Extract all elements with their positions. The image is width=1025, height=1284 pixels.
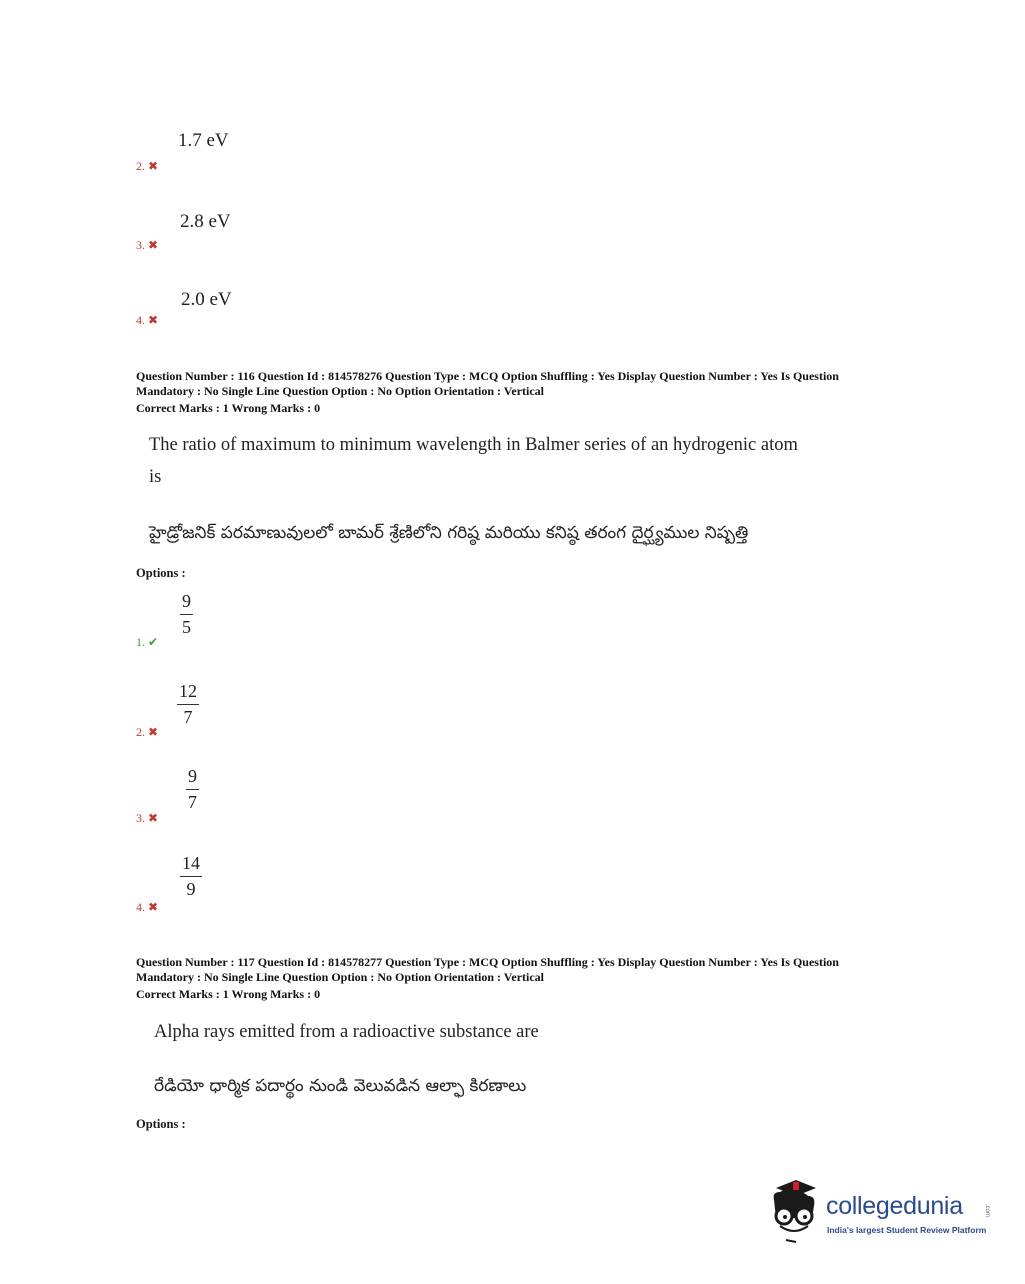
meta-line-1: Question Number : 117 Question Id : 814578277 Question Type : MCQ Option Shuffling : Yes Display Question Number : Yes Is Question xyxy=(136,955,839,969)
collegedunia-logo xyxy=(766,1178,992,1244)
option-value: 2.0 eV xyxy=(181,289,232,310)
fraction-option-3 xyxy=(186,766,199,812)
option-number-text: 2. xyxy=(136,725,145,739)
option-number xyxy=(136,725,158,740)
wrong-icon: ✖ xyxy=(148,159,159,173)
question-metadata xyxy=(136,369,896,416)
fraction-bar xyxy=(186,789,199,790)
mascot-icon xyxy=(766,1178,824,1244)
marks-line: Correct Marks : 1 Wrong Marks : 0 xyxy=(136,401,321,415)
wrong-icon: ✖ xyxy=(148,725,159,739)
option-number-text: 3. xyxy=(136,811,145,825)
fraction-option-4 xyxy=(180,853,202,899)
option-number-text: 1. xyxy=(136,635,145,649)
wrong-icon: ✖ xyxy=(148,811,159,825)
meta-line-1: Question Number : 116 Question Id : 814578276 Question Type : MCQ Option Shuffling : Yes Display Question Number : Yes Is Question xyxy=(136,369,839,383)
option-number xyxy=(136,159,158,174)
option-number-text: 3. xyxy=(136,238,145,252)
fraction-option-1 xyxy=(180,591,193,637)
question-text-line-1: The ratio of maximum to minimum wavelength in Balmer series of an hydrogenic atom xyxy=(149,435,798,455)
meta-line-2: Mandatory : No Single Line Question Option : No Option Orientation : Vertical xyxy=(136,384,545,398)
numerator: 14 xyxy=(182,853,200,873)
logo-tagline: India's largest Student Review Platform xyxy=(827,1225,987,1235)
wrong-icon: ✖ xyxy=(148,238,159,252)
option-number xyxy=(136,811,158,826)
denominator: 7 xyxy=(183,707,193,727)
denominator: 9 xyxy=(186,879,196,899)
option-number xyxy=(136,900,158,915)
numerator: 9 xyxy=(188,766,197,786)
logo-name: collegedunia xyxy=(826,1192,963,1220)
fraction-bar xyxy=(180,614,193,615)
options-label: Options : xyxy=(136,566,186,580)
question-text: Alpha rays emitted from a radioactive substance are xyxy=(154,1022,539,1042)
fraction-bar xyxy=(177,704,199,705)
option-number-text: 4. xyxy=(136,313,145,327)
option-value: 2.8 eV xyxy=(180,211,231,232)
option-number-text: 4. xyxy=(136,900,145,914)
numerator: 12 xyxy=(179,681,197,701)
option-value: 1.7 eV xyxy=(178,130,229,151)
check-icon: ✔ xyxy=(148,635,159,649)
option-number-text: 2. xyxy=(136,159,145,173)
wrong-icon: ✖ xyxy=(148,313,159,327)
question-text-line-2: is xyxy=(149,467,162,487)
logo-suffix: .com xyxy=(984,1204,990,1218)
question-metadata xyxy=(136,955,896,1002)
wrong-icon: ✖ xyxy=(148,900,159,914)
option-number xyxy=(136,313,158,328)
denominator: 5 xyxy=(182,617,191,637)
numerator: 9 xyxy=(182,591,191,611)
question-text-telugu: రేడియో ధార్మిక పదార్థం నుండి వెలువడిన ఆల్ఫా కిరణాలు xyxy=(154,1076,527,1096)
fraction-bar xyxy=(180,876,202,877)
options-label: Options : xyxy=(136,1117,186,1131)
fraction-option-2 xyxy=(177,681,199,727)
question-text-telugu: హైడ్రోజనిక్ పరమాణువులలో బామర్ శ్రేణిలోని గరిష్ఠ మరియు కనిష్ఠ తరంగ దైర్ఘ్యముల నిష్పత్తి xyxy=(149,523,749,543)
denominator: 7 xyxy=(188,792,197,812)
meta-line-2: Mandatory : No Single Line Question Option : No Option Orientation : Vertical xyxy=(136,970,545,984)
option-number xyxy=(136,238,158,253)
option-number xyxy=(136,635,158,650)
marks-line: Correct Marks : 1 Wrong Marks : 0 xyxy=(136,987,321,1001)
